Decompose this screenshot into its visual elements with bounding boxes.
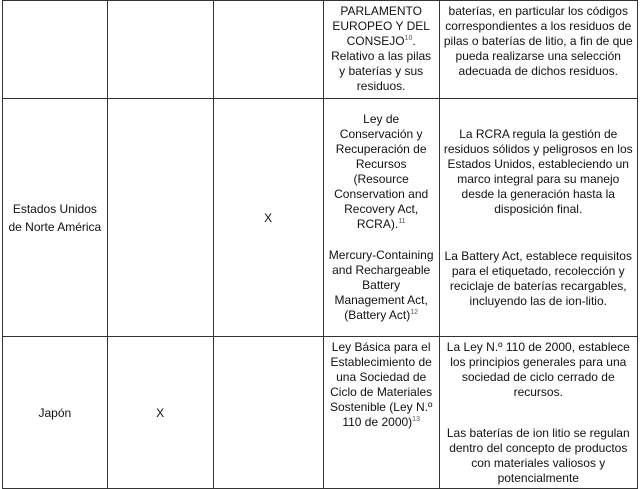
country-cell: Estados Unidos de Norte América — [3, 99, 108, 337]
mark-cell: X — [213, 99, 323, 337]
table-row — [3, 337, 638, 489]
mark-cell — [107, 99, 213, 337]
country-cell: Japón — [3, 337, 108, 489]
description-text: La Ley N.º 110 de 2000, establece los principios generales para una sociedad de ciclo cerrado de recursos. — [446, 340, 630, 399]
law-text: Ley Básica para el Establecimiento de una Sociedad de Ciclo de Materiales Sostenible (Ley N.º 110 de 2000)$^{13}$ — [329, 340, 433, 429]
law-text: Ley de Conservación y Recuperación de Recursos (Resource Conservation and Recovery Act, RCRA).$^{11}$ — [334, 112, 429, 231]
law-cell — [323, 99, 439, 337]
description-text: baterías, en particular los códigos correspondientes a los residuos de pilas o baterías de litio, a fin de que pueda realizarse una selección adecuada de dichos residuos. — [443, 4, 633, 78]
table-row — [3, 99, 638, 337]
footnote-ref: 11 — [398, 218, 406, 225]
mark-cell — [213, 337, 323, 489]
description-cell — [439, 337, 637, 489]
description-text: La Battery Act, establece requisitos para el etiquetado, recolección y reciclaje de baterías recargables, incluyendo las de ion-litio. — [444, 248, 632, 308]
table-row — [3, 1, 638, 99]
country-cell — [3, 1, 108, 99]
description-text: La RCRA regula la gestión de residuos sólidos y peligrosos en los Estados Unidos, estableciendo un marco integral para su manejo desde la generación hasta la disposición final. — [443, 126, 633, 216]
footnote-ref: 10 — [404, 35, 413, 42]
mark-cell — [107, 1, 213, 99]
law-cell — [323, 1, 439, 99]
description-cell — [439, 99, 637, 337]
law-cell — [323, 337, 439, 489]
law-text: PARLAMENTO EUROPEO Y DEL CONSEJO$^{10}$. Relativo a las pilas y baterías y sus residuos. — [331, 4, 432, 93]
law-text: Mercury-Containing and Rechargeable Battery Management Act, (Battery Act)$^{12}$ — [328, 248, 434, 322]
footnote-ref: 12 — [410, 309, 419, 316]
regulation-table — [2, 0, 638, 489]
mark-cell: X — [107, 337, 213, 489]
mark-cell — [213, 1, 323, 99]
description-text: Las baterías de ion litio se regulan dentro del concepto de productos con materiales valiosos y potencialmente — [446, 426, 630, 485]
footnote-ref: 13 — [412, 416, 420, 423]
description-cell — [439, 1, 637, 99]
